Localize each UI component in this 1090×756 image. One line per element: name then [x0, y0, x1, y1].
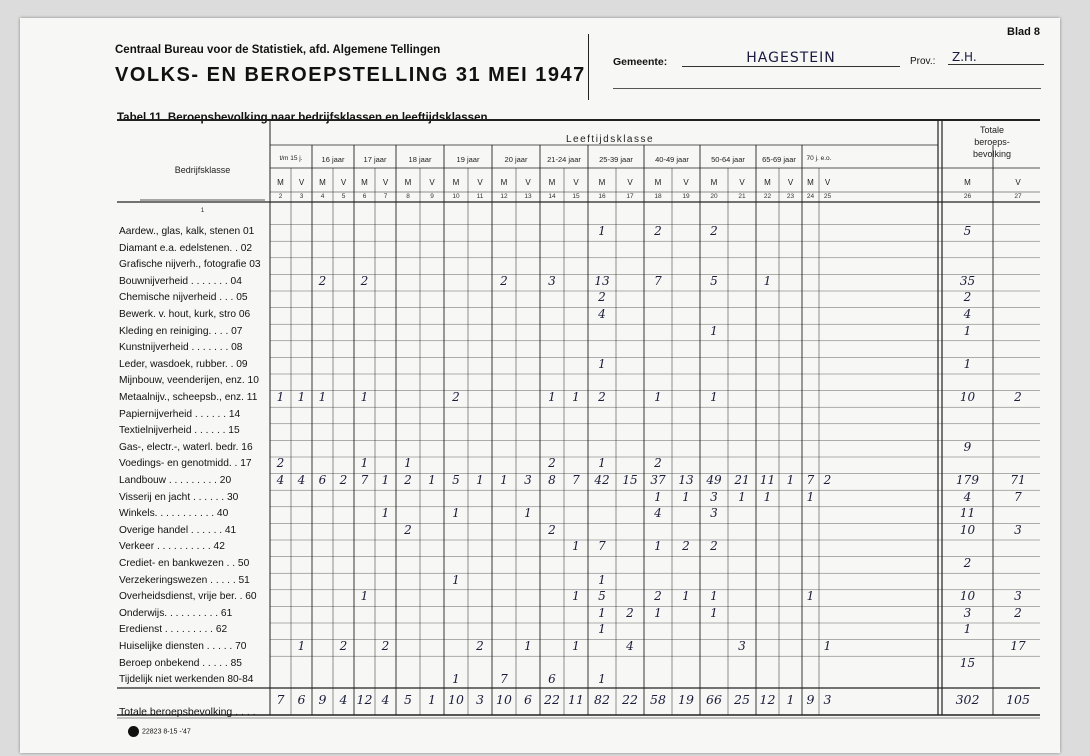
cell-value: 5 [963, 224, 972, 238]
cell-value: 1 [598, 572, 606, 587]
cell-value: 1 [963, 622, 972, 637]
total-value: 22 [622, 692, 638, 707]
cell-value: 1 [786, 473, 795, 487]
sex-header: V [573, 178, 579, 187]
sex-header: V [627, 178, 633, 187]
row-label: Metaalnijv., scheepsb., enz. 11 [119, 392, 258, 403]
cell-value: 1 [452, 506, 460, 521]
cell-value: 1 [476, 473, 484, 487]
column-number: 9 [430, 193, 434, 200]
sex-header: V [429, 178, 435, 187]
cell-value: 7 [572, 473, 580, 487]
age-group-header: 20 jaar [504, 155, 528, 164]
print-footer [128, 726, 191, 737]
row-label: Eredienst . . . . . . . . . 62 [119, 624, 228, 636]
cell-value: 1 [710, 390, 718, 404]
total-value: 105 [1006, 692, 1030, 707]
total-value: 25 [734, 692, 750, 707]
column-number: 8 [406, 193, 410, 200]
total-value: 4 [339, 692, 348, 707]
cell-value: 42 [594, 473, 610, 487]
footer-code: 22823 8-15 -'47 [142, 728, 191, 736]
cell-value: 15 [622, 473, 638, 487]
cell-value: 2 [452, 390, 460, 404]
cell-value: 1 [572, 390, 580, 404]
prov-value: Z.H. [948, 50, 1044, 65]
cell-value: 1 [452, 672, 460, 687]
column-number: 17 [626, 193, 634, 200]
row-label: Kunstnijverheid . . . . . . . 08 [119, 342, 243, 354]
cell-value: 1 [738, 489, 746, 504]
cell-value: 2 [500, 273, 508, 288]
cell-value: 1 [524, 639, 532, 653]
cell-value: 2 [276, 456, 285, 471]
age-group-header: 25-39 jaar [599, 155, 633, 164]
cell-value: 4 [276, 473, 285, 487]
document-title: VOLKS- EN BEROEPSTELLING 31 MEI 1947 [115, 64, 586, 86]
sex-header: M [404, 178, 412, 187]
row-label: Gas-, electr.-, waterl. bedr. 16 [119, 441, 253, 453]
column-number: 2 [278, 193, 283, 200]
cell-value: 1 [360, 390, 369, 404]
age-group-header: 40-49 jaar [655, 155, 689, 164]
column-number: 16 [598, 193, 606, 200]
row-label: Textielnijverheid . . . . . . 15 [119, 425, 240, 437]
cell-value: 2 [318, 273, 327, 288]
total-value: 6 [297, 692, 306, 707]
cell-value: 6 [548, 672, 556, 687]
cell-value: 9 [963, 439, 972, 454]
row-label: Aardew., glas, kalk, stenen 01 [119, 226, 255, 237]
cell-value: 2 [1014, 390, 1022, 404]
cell-value: 1 [763, 489, 772, 504]
cell-value: 1 [710, 605, 718, 620]
totale-header-1: Totale [979, 125, 1005, 135]
cell-value: 2 [598, 390, 606, 404]
sex-header: V [525, 178, 531, 187]
cell-value: 1 [654, 489, 662, 504]
sex-header: V [824, 178, 831, 187]
cell-value: 2 [682, 539, 690, 554]
column-number: 24 [806, 193, 815, 200]
cell-value: 11 [759, 473, 776, 487]
cell-value: 3 [1014, 589, 1022, 604]
total-value: 66 [706, 692, 722, 707]
column-number: 6 [362, 193, 367, 200]
cell-value: 17 [1010, 639, 1026, 653]
column-number: 18 [654, 193, 662, 200]
cell-value: 1 [654, 605, 662, 620]
gemeente-value: HAGESTEIN [682, 50, 900, 67]
cell-value: 7 [360, 473, 369, 487]
cell-value: 1 [360, 589, 369, 604]
cell-value: 1 [452, 572, 460, 587]
printer-logo-icon [128, 726, 139, 737]
column-number: 7 [383, 193, 388, 200]
column-number: 22 [763, 193, 772, 200]
cell-value: 4 [598, 307, 606, 321]
gemeente-label: Gemeente: [613, 56, 668, 68]
bureau-name: Centraal Bureau voor de Statistiek, afd. Algemene Tellingen [115, 44, 441, 56]
cell-value: 21 [734, 473, 750, 487]
cell-value: 7 [598, 539, 606, 554]
row-label: Huiselijke diensten . . . . . 70 [119, 641, 247, 652]
cell-value: 2 [339, 639, 348, 653]
cell-value: 2 [476, 639, 484, 653]
prov-label: Prov.: [910, 56, 936, 67]
age-group-header: 65-69 jaar [762, 155, 796, 164]
cell-value: 2 [654, 589, 662, 604]
total-value: 58 [650, 692, 666, 707]
cell-value: 3 [548, 273, 556, 288]
cell-value: 1 [572, 639, 580, 653]
cell-value: 3 [710, 506, 718, 521]
sex-header: V [739, 178, 745, 187]
cell-value: 1 [548, 390, 556, 404]
cell-value: 1 [524, 506, 532, 521]
column-number: 5 [341, 193, 346, 200]
cell-value: 1 [963, 356, 972, 371]
cell-value: 7 [806, 473, 815, 487]
cell-value: 3 [710, 489, 718, 504]
column-number: 23 [786, 193, 795, 200]
total-value: 9 [318, 692, 327, 707]
total-value: 1 [786, 692, 795, 707]
column-number: 13 [524, 193, 532, 200]
cell-value: 1 [598, 622, 606, 637]
total-value: 4 [381, 692, 390, 707]
age-group-header: 18 jaar [408, 155, 432, 164]
column-number: 25 [823, 193, 832, 200]
total-value: 19 [678, 692, 694, 707]
cell-value: 35 [959, 273, 976, 288]
cell-value: 7 [500, 672, 508, 687]
sex-header: V [787, 178, 794, 187]
cell-value: 4 [297, 473, 306, 487]
sex-header: M [319, 178, 326, 187]
cell-value: 1 [297, 390, 306, 404]
row-label: Leder, wasdoek, rubber. . 09 [119, 358, 248, 370]
sex-header: V [683, 178, 689, 187]
row-label: Kleding en reiniging. . . . 07 [119, 325, 243, 337]
cell-value: 1 [598, 356, 606, 371]
sex-header: M [500, 178, 508, 187]
row-label: Onderwijs. . . . . . . . . . 61 [119, 607, 233, 619]
cell-value: 2 [710, 224, 718, 238]
cell-value: 10 [959, 589, 976, 604]
row-label: Landbouw . . . . . . . . . 20 [119, 475, 232, 486]
cell-value: 11 [959, 506, 976, 521]
cell-value: 4 [654, 506, 662, 521]
row-label: Verkeer . . . . . . . . . . 42 [119, 541, 225, 553]
row-label: Verzekeringswezen . . . . . 51 [119, 574, 250, 586]
age-group-header: 70 j. e.o. [806, 155, 832, 162]
row-label: Overige handel . . . . . . 41 [119, 524, 237, 536]
column-number: 11 [476, 193, 484, 200]
total-value: 3 [823, 692, 832, 707]
sex-header: M [277, 178, 284, 187]
total-value: 1 [428, 692, 436, 707]
cell-value: 6 [318, 473, 327, 487]
blad-label: Blad [1007, 26, 1031, 38]
total-value: 22 [544, 692, 560, 707]
cell-value: 4 [626, 639, 634, 653]
totale-header-2: beroeps- [974, 137, 1010, 147]
total-value: 10 [496, 692, 512, 707]
cell-value: 1 [806, 489, 815, 504]
cell-value: 1 [360, 456, 369, 471]
age-group-header: 17 jaar [363, 155, 387, 164]
age-group-header: 19 jaar [456, 155, 480, 164]
column-number: 14 [548, 193, 556, 200]
row-label: Diamant e.a. edelstenen. . 02 [119, 242, 253, 254]
cell-value: 15 [959, 655, 976, 670]
cell-value: 1 [572, 539, 580, 554]
cell-value: 1 [381, 473, 390, 487]
blad-value: 8 [1033, 26, 1040, 38]
cell-value: 2 [963, 556, 972, 570]
cell-value: 2 [548, 522, 556, 537]
cell-value: 1 [572, 589, 580, 604]
cell-value: 3 [963, 605, 972, 620]
cell-value: 1 [598, 672, 606, 687]
total-value: 11 [568, 692, 584, 707]
age-group-header: 50-64 jaar [711, 155, 745, 164]
cell-value: 1 [963, 323, 972, 338]
column-number: 21 [738, 193, 746, 200]
cell-value: 3 [524, 473, 532, 487]
total-value: 5 [404, 692, 412, 707]
sex-header: M [654, 178, 662, 187]
cell-value: 2 [710, 539, 718, 554]
column-number: 4 [320, 193, 325, 200]
cell-value: 2 [654, 224, 662, 238]
cell-value: 1 [598, 605, 606, 620]
cell-value: 7 [1014, 489, 1022, 504]
sex-header: V [477, 178, 483, 187]
row-label: Tijdelijk niet werkenden 80-84 [119, 674, 254, 686]
cell-value: 1 [682, 489, 690, 504]
cell-value: 7 [654, 273, 662, 288]
column-number: 26 [963, 193, 972, 200]
cell-value: 3 [738, 639, 746, 653]
column-number: 10 [452, 193, 460, 200]
cell-value: 1 [710, 323, 718, 338]
row-label: Overheidsdienst, vrije ber. . 60 [119, 591, 257, 603]
sex-header: M [964, 178, 971, 187]
cell-value: 2 [823, 473, 832, 487]
cell-value: 4 [963, 489, 972, 504]
row-label: Visserij en jacht . . . . . . 30 [119, 491, 239, 503]
age-group-header: t/m 15 j. [279, 155, 303, 162]
cell-value: 2 [1014, 605, 1022, 620]
cell-value: 1 [381, 506, 390, 521]
cell-value: 3 [1014, 522, 1022, 537]
cell-value: 5 [598, 589, 606, 604]
row-label: Bewerk. v. hout, kurk, stro 06 [119, 309, 251, 320]
cell-value: 2 [404, 473, 412, 487]
total-value: 82 [594, 692, 610, 707]
total-value: 12 [356, 692, 373, 707]
cell-value: 2 [548, 456, 556, 471]
cell-value: 1 [318, 390, 327, 404]
sex-header: M [452, 178, 460, 187]
row-label: Papiernijverheid . . . . . . 14 [119, 408, 241, 420]
cell-value: 2 [654, 456, 662, 471]
sex-header: V [1015, 178, 1021, 187]
cell-value: 2 [339, 473, 348, 487]
cell-value: 1 [428, 473, 436, 487]
cell-value: 10 [959, 390, 976, 404]
cell-value: 5 [452, 473, 460, 487]
sex-header: V [340, 178, 347, 187]
age-group-header: 21-24 jaar [547, 155, 581, 164]
sex-header: M [548, 178, 556, 187]
cell-value: 1 [297, 639, 306, 653]
cell-value: 179 [956, 473, 979, 487]
cell-value: 2 [598, 290, 606, 305]
column-number: 3 [299, 193, 304, 200]
total-value: 6 [524, 692, 532, 707]
cell-value: 10 [959, 522, 976, 537]
cell-value: 2 [626, 605, 634, 620]
cell-value: 5 [710, 273, 718, 288]
cell-value: 49 [706, 473, 722, 487]
cell-value: 1 [763, 273, 772, 288]
cell-value: 1 [404, 456, 412, 471]
cell-value: 1 [682, 589, 690, 604]
first-column-number: 1 [200, 207, 205, 214]
column-number: 15 [572, 193, 580, 200]
cell-value: 8 [548, 473, 556, 487]
sex-header: M [807, 178, 814, 187]
cell-value: 37 [650, 473, 666, 487]
cell-value: 1 [806, 589, 815, 604]
row-label: Chemische nijverheid . . . 05 [119, 292, 248, 304]
cell-value: 4 [963, 307, 972, 321]
cell-value: 1 [598, 224, 606, 238]
row-label: Voedings- en genotmidd. . 17 [119, 458, 252, 470]
column-number: 27 [1014, 193, 1022, 200]
total-value: 9 [806, 692, 815, 707]
sex-header: M [764, 178, 771, 187]
row-label: Crediet- en bankwezen . . 50 [119, 558, 250, 569]
sex-header: V [382, 178, 389, 187]
cell-value: 2 [381, 639, 390, 653]
total-value: 302 [955, 692, 980, 707]
cell-value: 2 [360, 273, 369, 288]
cell-value: 13 [678, 473, 694, 487]
sex-header: M [361, 178, 368, 187]
census-sheet [20, 18, 1060, 753]
cell-value: 1 [823, 639, 832, 653]
sex-header: M [710, 178, 718, 187]
column-number: 12 [500, 193, 508, 200]
row-label: Bouwnijverheid . . . . . . . 04 [119, 275, 242, 287]
total-value: 10 [448, 692, 464, 707]
cell-value: 13 [594, 273, 610, 288]
row-label: Beroep onbekend . . . . . 85 [119, 657, 242, 669]
total-value: 3 [476, 692, 484, 707]
cell-value: 71 [1010, 473, 1026, 487]
leeftijdsklasse-header: Leeftijdsklasse [565, 134, 655, 145]
age-group-header: 16 jaar [321, 155, 345, 164]
cell-value: 1 [654, 539, 662, 554]
total-value: 7 [276, 692, 285, 707]
column-number: 19 [682, 193, 690, 200]
cell-value: 1 [654, 390, 662, 404]
column-number: 20 [710, 193, 718, 200]
cell-value: 2 [963, 290, 972, 305]
cell-value: 1 [598, 456, 606, 471]
cell-value: 2 [404, 522, 412, 537]
cell-value: 1 [500, 473, 508, 487]
cell-value: 1 [276, 390, 285, 404]
bedrijfsklasse-header: Bedrijfsklasse [174, 165, 231, 175]
total-value: 12 [759, 692, 776, 707]
sex-header: V [298, 178, 305, 187]
sex-header: M [598, 178, 606, 187]
cell-value: 1 [710, 589, 718, 604]
totals-label: Totale beroepsbevolking . . . . [119, 706, 256, 718]
row-label: Winkels. . . . . . . . . . . 40 [119, 508, 229, 520]
row-label: Grafische nijverh., fotografie 03 [119, 259, 261, 271]
row-label: Mijnbouw, veenderijen, enz. 10 [119, 375, 259, 387]
totale-header-3: bevolking [972, 149, 1012, 159]
table-title: Tabel 11. Beroepsbevolking naar bedrijfsklassen en leeftijdsklassen [117, 112, 488, 124]
